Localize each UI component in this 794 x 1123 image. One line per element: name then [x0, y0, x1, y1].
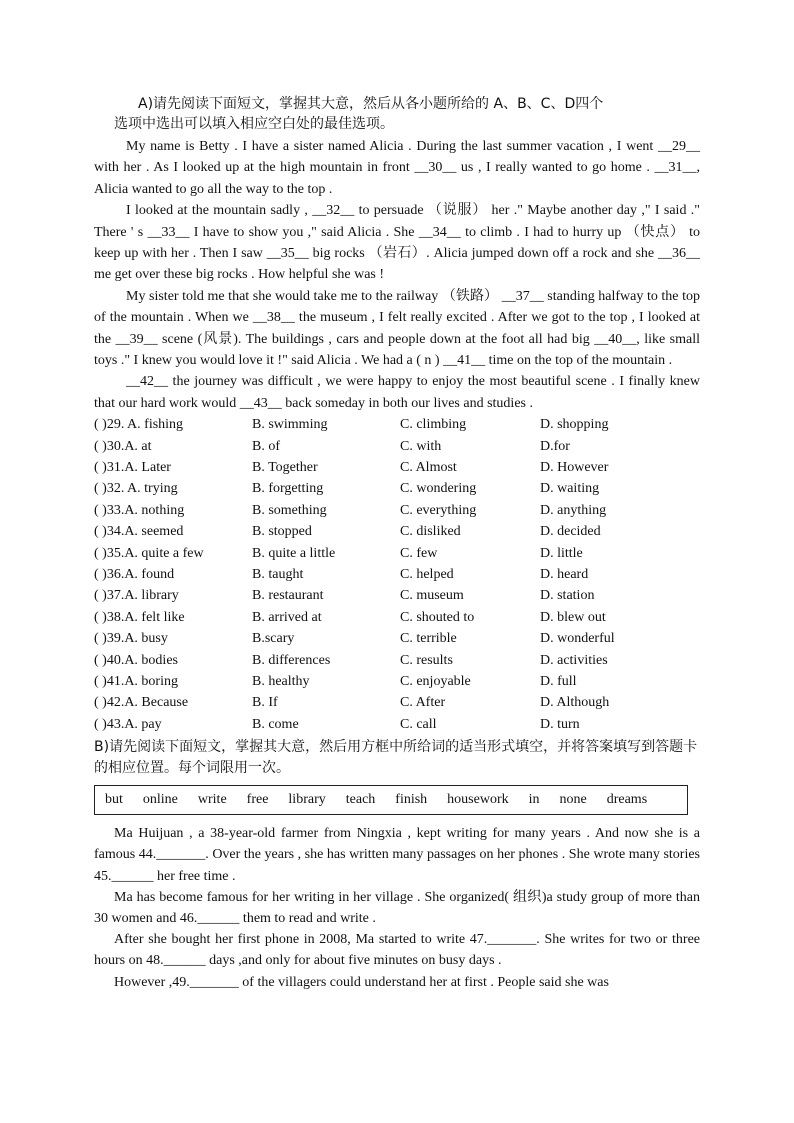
question-41-option-b: B. healthy: [252, 673, 310, 689]
question-37-option-a: ( )37.A. library: [94, 588, 179, 604]
question-41-option-c: C. enjoyable: [400, 673, 471, 689]
question-29-option-b: B. swimming: [252, 417, 328, 433]
question-37-option-b: B. restaurant: [252, 588, 324, 604]
question-31-option-b: B. Together: [252, 460, 318, 476]
question-36-option-a: ( )36.A. found: [94, 567, 175, 583]
question-39-option-a: ( )39.A. busy: [94, 631, 168, 647]
word-bank-item: none: [559, 792, 587, 808]
question-41-option-a: ( )41.A. boring: [94, 673, 178, 689]
question-42-option-d: D. Although: [540, 695, 610, 711]
passage-paragraph-4: __42__ the journey was difficult , we were happy to enjoy the most beautiful scene . I finally knew that our hard work would __43__ back someday in both our lives and studies .: [94, 374, 700, 411]
option-row-36: [94, 564, 700, 585]
question-33-option-b: B. something: [252, 502, 327, 518]
question-38-option-b: B. arrived at: [252, 609, 322, 625]
question-36-option-c: C. helped: [400, 567, 454, 583]
question-30-option-a: ( )30.A. at: [94, 438, 152, 454]
word-bank-item: online: [142, 792, 178, 808]
part-a-heading-line1: A)请先阅读下面短文，掌握其大意，然后从各小题所给的 A、B、C、D四个: [138, 96, 604, 112]
question-30-option-d: D.for: [540, 438, 570, 454]
question-29-option-d: D. shopping: [540, 417, 609, 433]
question-40-option-d: D. activities: [540, 652, 608, 668]
question-30-option-c: C. with: [400, 438, 442, 454]
word-bank-item: teach: [345, 792, 376, 808]
question-40-option-b: B. differences: [252, 652, 331, 668]
question-39-option-b: B.scary: [252, 631, 295, 647]
option-row-40: [94, 650, 700, 671]
question-29-option-a: ( )29. A. fishing: [94, 417, 184, 433]
question-34-option-b: B. stopped: [252, 524, 312, 540]
option-row-34: [94, 521, 700, 542]
word-bank-item: library: [288, 792, 326, 808]
option-row-37: [94, 585, 700, 606]
part-b-paragraph-2: Ma has become famous for her writing in her village . She organized( 组织)a study group of more than 30 women and 46.______ them to read and write .: [94, 889, 700, 926]
question-41-option-d: D. full: [540, 673, 577, 689]
question-38-option-d: D. blew out: [540, 609, 606, 625]
question-39-option-d: D. wonderful: [540, 631, 615, 647]
question-42-option-b: B. If: [252, 695, 278, 711]
question-39-option-c: C. terrible: [400, 631, 457, 647]
word-bank-item: dreams: [606, 792, 648, 808]
question-37-option-d: D. station: [540, 588, 595, 604]
word-bank-item: housework: [447, 792, 509, 808]
question-35-option-a: ( )35.A. quite a few: [94, 545, 204, 561]
question-35-option-d: D. little: [540, 545, 583, 561]
part-b-heading: B)请先阅读下面短文，掌握其大意，然后用方框中所给词的适当形式填空，并将答案填写到答题卡的相应位置。每个词限用一次。: [94, 739, 698, 777]
question-37-option-c: C. museum: [400, 588, 464, 604]
option-row-43: [94, 714, 700, 735]
question-31-option-d: D. However: [540, 460, 609, 476]
question-32-option-b: B. forgetting: [252, 481, 324, 497]
option-row-33: [94, 500, 700, 521]
option-row-41: [94, 671, 700, 692]
question-36-option-d: D. heard: [540, 567, 589, 583]
question-35-option-b: B. quite a little: [252, 545, 336, 561]
option-row-32: [94, 478, 700, 499]
word-bank-item: free: [246, 792, 269, 808]
option-row-42: [94, 692, 700, 713]
question-34-option-a: ( )34.A. seemed: [94, 524, 184, 540]
question-43-option-b: B. come: [252, 716, 299, 732]
question-38-option-a: ( )38.A. felt like: [94, 609, 185, 625]
question-40-option-c: C. results: [400, 652, 453, 668]
passage-paragraph-1: My name is Betty . I have a sister named Alicia . During the last summer vacation , I went __29__ with her . As I looked up at the high mountain in front __30__ us , I really wanted to go home . __31__, Alicia wanted to go all the way to the top .: [94, 139, 700, 197]
part-b-paragraph-3: After she bought her first phone in 2008, Ma started to write 47._______. She writes for two or three hours on 48.______ days ,and only for about five minutes on busy days .: [94, 932, 700, 969]
question-29-option-c: C. climbing: [400, 417, 467, 433]
question-31-option-a: ( )31.A. Later: [94, 460, 171, 476]
word-bank-item: but: [105, 792, 123, 808]
question-35-option-c: C. few: [400, 545, 438, 561]
question-43-option-a: ( )43.A. pay: [94, 716, 162, 732]
question-31-option-c: C. Almost: [400, 460, 457, 476]
question-40-option-a: ( )40.A. bodies: [94, 652, 178, 668]
part-a-heading: [94, 94, 700, 134]
word-bank-box: [94, 785, 688, 815]
question-30-option-b: B. of: [252, 438, 280, 454]
passage-paragraph-2: I looked at the mountain sadly , __32__ to persuade （说服） her ." Maybe another day ," I said ." There ' s __33__ I have to show you ," said Alicia . She __34__ to climb . I had to hurry up （快点） to keep up with her . Then I saw __35__ big rocks （岩石）. Alicia jumped down off a rock and she __36__ me get over these big rocks . How helpful she was !: [94, 203, 700, 283]
option-row-31: [94, 457, 700, 478]
option-row-38: [94, 607, 700, 628]
part-b-paragraph-1: Ma Huijuan , a 38-year-old farmer from Ningxia , kept writing for many years . And now she is a famous 44._______. Over the years , she has written many passages on her phones . She wrote many stories 45.______ her free time .: [94, 826, 700, 884]
question-42-option-c: C. After: [400, 695, 446, 711]
question-32-option-c: C. wondering: [400, 481, 477, 497]
question-42-option-a: ( )42.A. Because: [94, 695, 189, 711]
question-34-option-d: D. decided: [540, 524, 601, 540]
question-43-option-c: C. call: [400, 716, 437, 732]
worksheet-page: [94, 94, 700, 993]
question-32-option-d: D. waiting: [540, 481, 600, 497]
question-34-option-c: C. disliked: [400, 524, 461, 540]
word-bank-item: in: [528, 792, 540, 808]
option-row-30: [94, 436, 700, 457]
option-row-39: [94, 628, 700, 649]
option-row-29: [94, 414, 700, 435]
part-a-heading-line2: 选项中选出可以填入相应空白处的最佳选项。: [114, 116, 394, 132]
question-32-option-a: ( )32. A. trying: [94, 481, 178, 497]
question-38-option-c: C. shouted to: [400, 609, 475, 625]
word-bank-item: finish: [395, 792, 428, 808]
question-33-option-a: ( )33.A. nothing: [94, 502, 185, 518]
option-row-35: [94, 543, 700, 564]
options-list: [94, 414, 700, 735]
question-36-option-b: B. taught: [252, 567, 304, 583]
part-b-paragraph-4: However ,49._______ of the villagers could understand her at first . People said she was: [114, 974, 609, 990]
question-33-option-d: D. anything: [540, 502, 607, 518]
passage-paragraph-3: My sister told me that she would take me to the railway （铁路） __37__ standing halfway to the top of the mountain . When we __38__ the museum , I felt really excited . After we got to the top , I looked at the __39__ scene (风景). The buildings , cars and people down at the foot all had big __40__, like small toys ." I knew you would love it !" said Alicia . We had a ( n ) __41__ time on the top of the mountain .: [94, 288, 700, 369]
question-43-option-d: D. turn: [540, 716, 580, 732]
question-33-option-c: C. everything: [400, 502, 477, 518]
word-bank-item: write: [197, 792, 227, 808]
